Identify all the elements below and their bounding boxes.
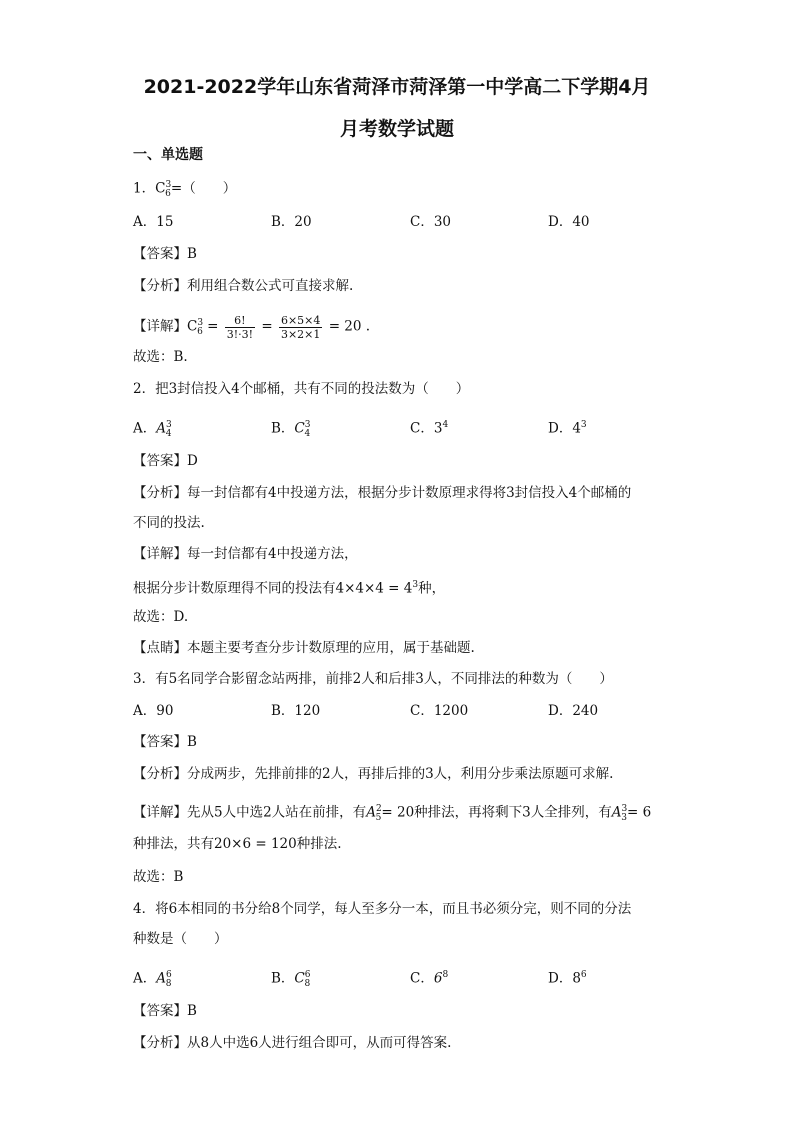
q3-choose: 故选：B: [133, 869, 184, 885]
q3-option-b: B．120: [271, 703, 321, 719]
q2-detail-line2: 根据分步计数原理得不同的投法有$4\times 4\times 4 = 4^3$种，: [133, 580, 446, 597]
q4-option-a: A．$A^6_8$: [133, 970, 172, 990]
q1-analysis: 【分析】利用组合数公式可直接求解.: [133, 278, 354, 294]
q3-option-d: D．240: [548, 703, 599, 719]
q2-option-c: C．$3^4$: [410, 420, 449, 437]
q4-stem-line2: 种数是（ ）: [133, 931, 228, 947]
q2-option-b: B．$C^3_4$: [271, 420, 311, 440]
q3-detail-line1: 【详解】先从5人中选2人站在前排，有$A^2_5= 20$种排法，再将剩下3人全排列，有$A^3_3= 6$: [133, 804, 652, 824]
q2-choose: 故选：D.: [133, 609, 189, 625]
q4-answer: 【答案】B: [133, 1003, 197, 1019]
q2-stem: 2．把3封信投入4个邮桶，共有不同的投法数为（ ）: [133, 381, 470, 397]
q4-option-c: C．$6^8$: [410, 970, 449, 987]
q3-stem: 3．有5名同学合影留念站两排，前排2人和后排3人，不同排法的种数为（ ）: [133, 671, 613, 687]
q2-answer: 【答案】D: [133, 453, 198, 469]
q4-analysis: 【分析】从8人中选6人进行组合即可，从而可得答案.: [133, 1035, 452, 1051]
q2-option-d: D．$4^3$: [548, 420, 587, 437]
q2-analysis-line1: 【分析】每一封信都有4中投递方法，根据分步计数原理求得将3封信投入4个邮桶的: [133, 485, 632, 501]
q1-option-d: D．40: [548, 214, 590, 230]
q1-stem: 1．$C^3_6=$（ ）: [133, 180, 237, 200]
q4-option-d: D．$8^6$: [548, 970, 587, 987]
q1-choose: 故选：B.: [133, 349, 188, 365]
q3-option-c: C．1200: [410, 703, 469, 719]
q1-option-b: B．20: [271, 214, 312, 230]
q2-detail-line1: 【详解】每一封信都有4中投递方法，: [133, 546, 358, 562]
q4-stem-line1: 4．将6本相同的书分给8个同学，每人至多分一本，而且书必须分完，则不同的分法: [133, 901, 632, 917]
q4-option-b: B．$C^6_8$: [271, 970, 311, 990]
q3-option-a: A．90: [133, 703, 174, 719]
q1-answer: 【答案】B: [133, 246, 197, 262]
q1-fraction-1: $\frac{6!}{3!\cdot 3!}$: [226, 313, 254, 341]
q1-fraction-2: $\frac{6\times 5\times 4}{3\times 2\times 1}$: [280, 313, 321, 341]
q3-detail-line2: 种排法，共有20×6 = 120种排法.: [133, 836, 342, 852]
doc-title-line1: 2021-2022学年山东省菏泽市菏泽第一中学高二下学期4月: [143, 76, 651, 98]
section-heading: 一、单选题: [133, 147, 203, 163]
q3-answer: 【答案】B: [133, 734, 197, 750]
q2-option-a: A．$A^3_4$: [133, 420, 172, 440]
q2-comment: 【点睛】本题主要考查分步计数原理的应用，属于基础题.: [133, 640, 475, 656]
q1-detail: 【详解】$C^3_6$ = $\frac{6!}{3!\cdot 3!}$ = $\frac{6\times 5\times 4}{3\times 2\times 1}$ = 20 .: [133, 313, 371, 341]
q1-option-a: A．15: [133, 214, 174, 230]
q3-analysis: 【分析】分成两步，先排前排的2人，再排后排的3人，利用分步乘法原题可求解.: [133, 766, 614, 782]
q1-option-c: C．30: [410, 214, 452, 230]
doc-title-line2: 月考数学试题: [339, 118, 454, 140]
q2-analysis-line2: 不同的投法.: [133, 515, 205, 531]
